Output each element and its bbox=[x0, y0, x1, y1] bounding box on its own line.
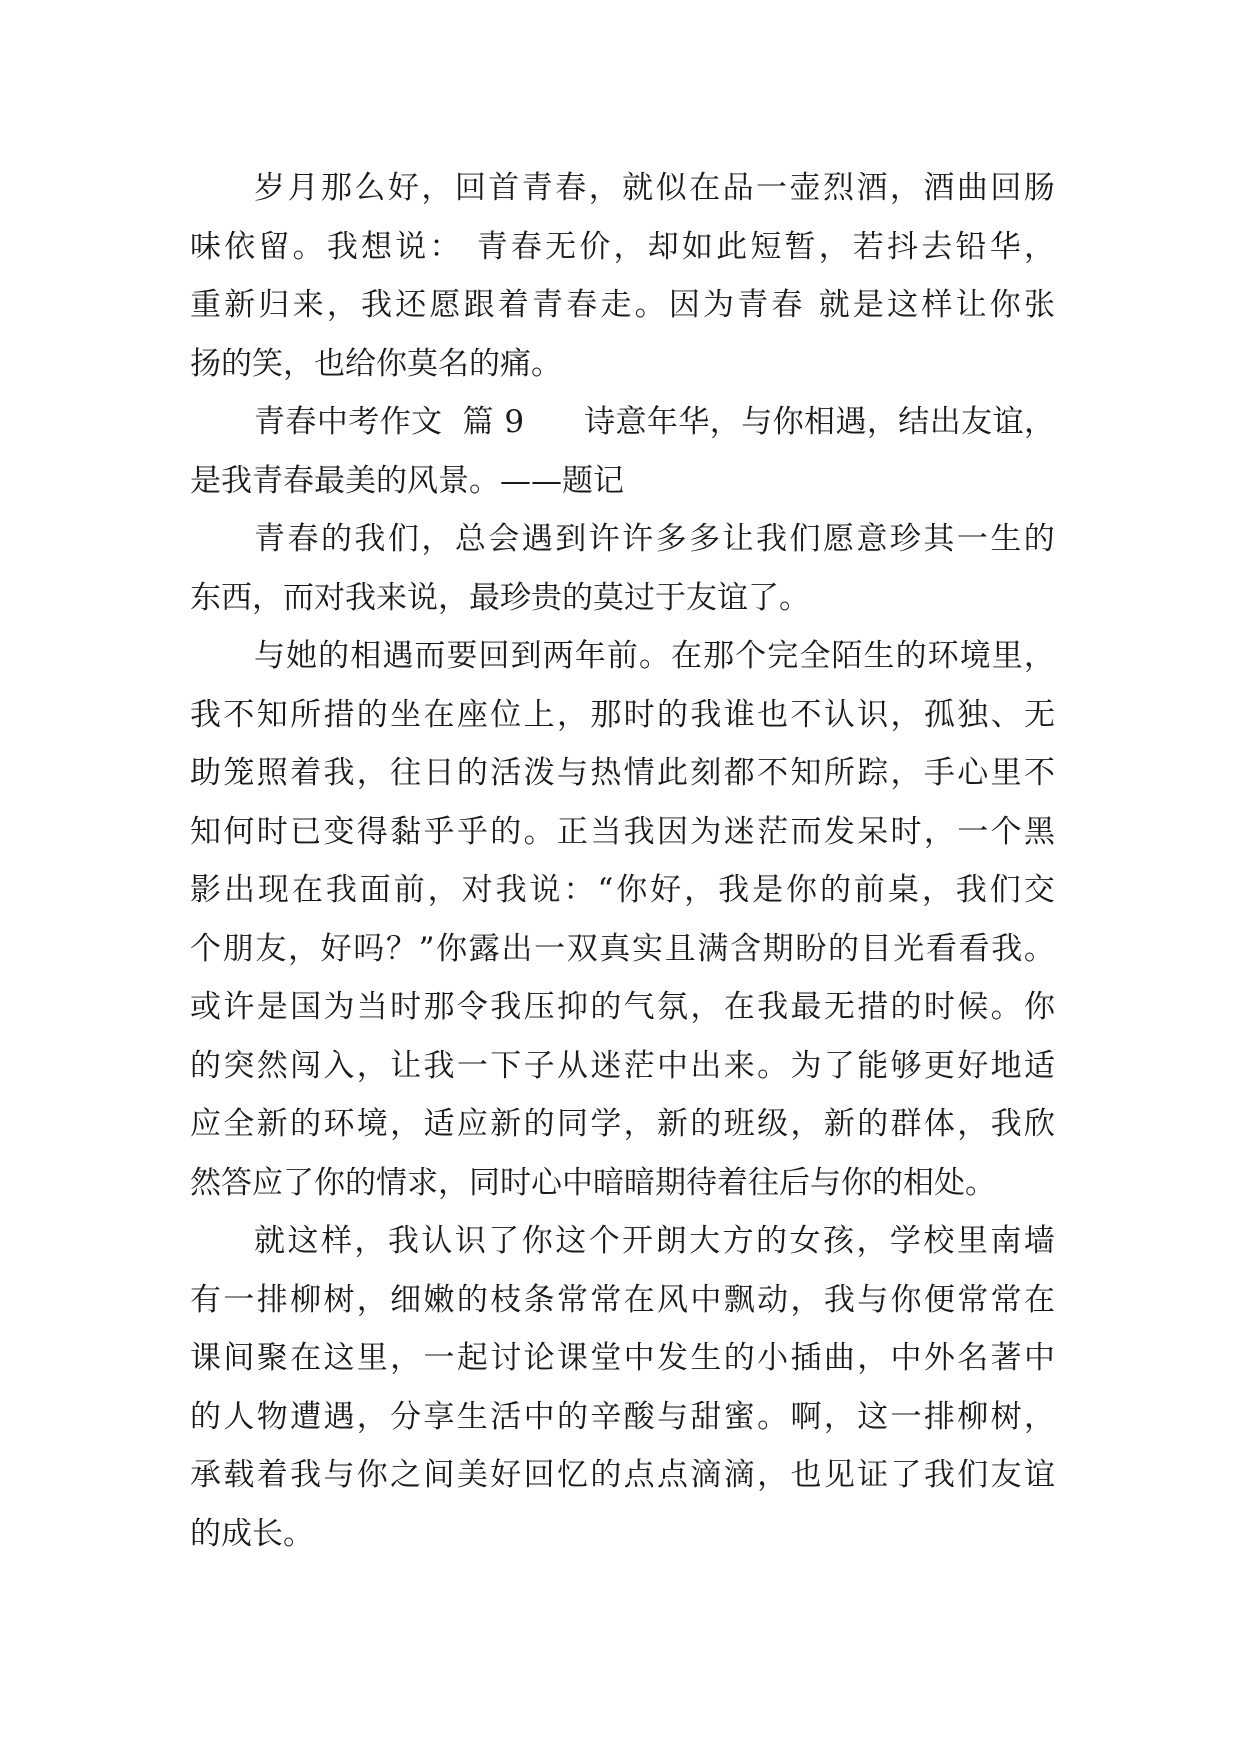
text-line bbox=[190, 569, 1055, 628]
text-line-content: 知 何 时 已 变 得 黏 乎 乎 的 。 正 当 我 因 为 迷 茫 而 发 呆 时 ， 一 个 黑 bbox=[190, 813, 1055, 850]
text-line-content: 与 她 的 相 遇 而 要 回 到 两 年 前 。 在 那 个 完 全 陌 生 的 环 境 里 ， bbox=[254, 638, 1055, 674]
text-line-content: 的 突 然 闯 入 ， 让 我 一 下 子 从 迷 茫 中 出 来 。 为 了 能 够 更 好 地 适 bbox=[190, 1047, 1055, 1084]
text-line bbox=[190, 1388, 1055, 1447]
text-line-content: 岁 月 那 么 好 ， 回 首 青 春 ， 就 似 在 品 一 壶 烈 酒 ， 酒 曲 回 肠 bbox=[254, 170, 1055, 206]
text-line bbox=[190, 803, 1055, 862]
text-line-content: 影 出 现 在 我 面 前 ， 对 我 说 ： “ 你 好 ， 我 是 你 的 前 桌 ， 我 们 交 bbox=[190, 872, 1055, 908]
text-line-content: 助 笼 照 着 我 ， 往 日 的 活 泼 与 热 情 此 刻 都 不 知 所 踪 ， 手 心 里 不 bbox=[190, 755, 1055, 791]
text-line bbox=[190, 1446, 1055, 1505]
text-line-content: 或 许 是 国 为 当 时 那 令 我 压 抑 的 气 氛 ， 在 我 最 无 措 的 时 候 。 你 bbox=[190, 989, 1055, 1025]
text-line-content: 承 载 着 我 与 你 之 间 美 好 回 忆 的 点 点 滴 滴 ， 也 见 证 了 我 们 友 谊 bbox=[190, 1457, 1055, 1493]
text-line bbox=[190, 627, 1055, 686]
text-line bbox=[190, 335, 1055, 394]
text-line-content: 就 这 样 ， 我 认 识 了 你 这 个 开 朗 大 方 的 女 孩 ， 学 校 里 南 墙 bbox=[254, 1223, 1055, 1259]
text-line bbox=[190, 1154, 1055, 1213]
text-line bbox=[190, 276, 1055, 335]
text-line-content: 东西，而对我来说，最珍贵的莫过于友谊了。 bbox=[190, 579, 810, 616]
text-line-content: 是我青春最美的风景。——题记 bbox=[190, 462, 624, 499]
text-line bbox=[190, 159, 1055, 218]
text-line-content: 我 不 知 所 措 的 坐 在 座 位 上 ， 那 时 的 我 谁 也 不 认 识 ， 孤 独 、 无 bbox=[190, 696, 1055, 733]
text-line-content: 重 新 归 来 ， 我 还 愿 跟 着 青 春 走 。 因 为 青 春 就 是 这 样 让 你 张 bbox=[190, 287, 1055, 323]
text-line-content: 有 一 排 柳 树 ， 细 嫩 的 枝 条 常 常 在 风 中 飘 动 ， 我 与 你 便 常 常 在 bbox=[190, 1281, 1055, 1318]
text-line bbox=[190, 1212, 1055, 1271]
text-line bbox=[190, 686, 1055, 745]
text-line-content: 个 朋 友 ， 好 吗 ？ ” 你 露 出 一 双 真 实 且 满 含 期 盼 的 目 光 看 看 我 。 bbox=[190, 930, 1055, 967]
text-line-content: 然答应了你的情求，同时心中暗暗期待着往后与你的相处。 bbox=[190, 1164, 996, 1201]
text-line-content: 的 人 物 遭 遇 ， 分 享 生 活 中 的 辛 酸 与 甜 蜜 。 啊 ， 这 一 排 柳 树 ， bbox=[190, 1398, 1055, 1435]
text-line bbox=[190, 218, 1055, 277]
text-line bbox=[190, 1095, 1055, 1154]
text-line bbox=[190, 744, 1055, 803]
text-line bbox=[190, 1037, 1055, 1096]
text-line bbox=[190, 1505, 1055, 1564]
text-line-content: 课 间 聚 在 这 里 ， 一 起 讨 论 课 堂 中 发 生 的 小 插 曲 ， 中 外 名 著 中 bbox=[190, 1340, 1055, 1376]
text-line bbox=[190, 1271, 1055, 1330]
text-line-content: 青 春 中 考 作 文 篇 9 诗 意 年 华 ， 与 你 相 遇 ， 结 出 友 谊 ， bbox=[254, 404, 1055, 440]
text-line bbox=[190, 452, 1055, 511]
text-line-content: 的成长。 bbox=[190, 1515, 314, 1552]
document-body bbox=[190, 159, 1055, 1563]
text-line-content: 扬的笑，也给你莫名的痛。 bbox=[190, 345, 562, 382]
text-line bbox=[190, 1329, 1055, 1388]
text-line bbox=[190, 920, 1055, 979]
text-line-content: 味 依 留 。 我 想 说 ： 青 春 无 价 ， 却 如 此 短 暂 ， 若 抖 去 铅 华 ， bbox=[190, 228, 1055, 265]
text-line bbox=[190, 861, 1055, 920]
text-line-content: 青 春 的 我 们 ， 总 会 遇 到 许 许 多 多 让 我 们 愿 意 珍 其 一 生 的 bbox=[254, 521, 1055, 557]
text-line bbox=[190, 510, 1055, 569]
text-line bbox=[190, 978, 1055, 1037]
text-line-content: 应 全 新 的 环 境 ， 适 应 新 的 同 学 ， 新 的 班 级 ， 新 的 群 体 ， 我 欣 bbox=[190, 1106, 1055, 1142]
text-line bbox=[190, 393, 1055, 452]
